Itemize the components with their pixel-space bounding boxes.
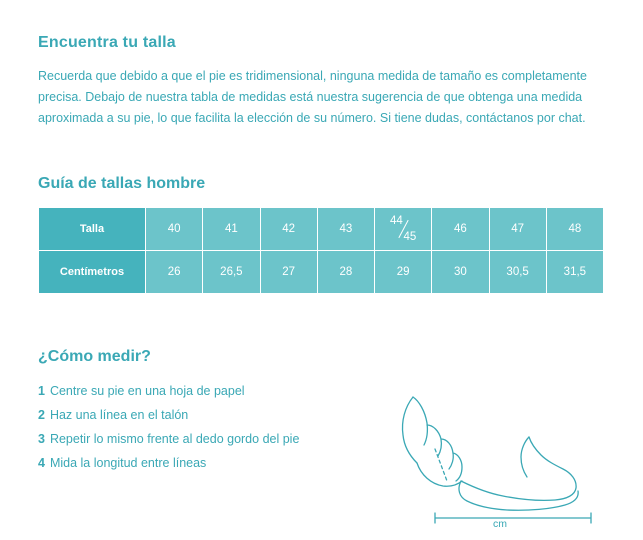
how-to-measure-title: ¿Cómo medir? (38, 348, 151, 365)
cm-cell: 29 (375, 251, 432, 294)
cm-cell: 27 (260, 251, 317, 294)
size-cell: 41 (203, 208, 260, 251)
cm-cell: 31,5 (546, 251, 603, 294)
size-cell: 47 (489, 208, 546, 251)
size-cell: 42 (260, 208, 317, 251)
step-text: Haz una línea en el talón (49, 408, 189, 422)
dual-size-bottom: 45 (403, 231, 417, 243)
table-row-sizes (39, 208, 604, 251)
cm-cell: 28 (317, 251, 374, 294)
step-number: 2 (38, 408, 45, 422)
size-cell: 40 (146, 208, 203, 251)
foot-icon (395, 385, 605, 530)
cm-unit-label: cm (493, 518, 507, 530)
table-row-centimeters (39, 251, 604, 294)
page-title: Encuentra tu talla (38, 34, 176, 51)
size-cell: 43 (317, 208, 374, 251)
intro-paragraph: Recuerda que debido a que el pie es tridimensional, ninguna medida de tamaño es completamente precisa. Debajo de nuestra tabla de medidas está nuestra sugerencia de que obtenga una medida aproximada a su pie, lo que facilita la elección de su número. Si tiene dudas, contáctanos por chat. (38, 69, 587, 125)
step-number: 4 (38, 456, 45, 470)
cm-cell: 30 (432, 251, 489, 294)
step-number: 3 (38, 432, 45, 446)
dual-size-group (376, 215, 430, 243)
foot-measurement-illustration (395, 385, 605, 530)
cm-cell: 30,5 (489, 251, 546, 294)
row-header-centimetros: Centímetros (39, 251, 146, 294)
size-guide-title: Guía de tallas hombre (38, 175, 206, 192)
step-text: Centre su pie en una hoja de papel (49, 384, 245, 398)
intro-text (38, 66, 598, 129)
size-cell: 46 (432, 208, 489, 251)
size-cell-dual (375, 208, 432, 251)
size-chart-table (38, 207, 604, 294)
step-text: Repetir lo mismo frente al dedo gordo del pie (49, 432, 300, 446)
cm-cell: 26,5 (203, 251, 260, 294)
step-text: Mida la longitud entre líneas (49, 456, 207, 470)
step-number: 1 (38, 384, 45, 398)
size-cell: 48 (546, 208, 603, 251)
row-header-talla: Talla (39, 208, 146, 251)
cm-cell: 26 (146, 251, 203, 294)
dual-size-top: 44 (390, 215, 403, 227)
